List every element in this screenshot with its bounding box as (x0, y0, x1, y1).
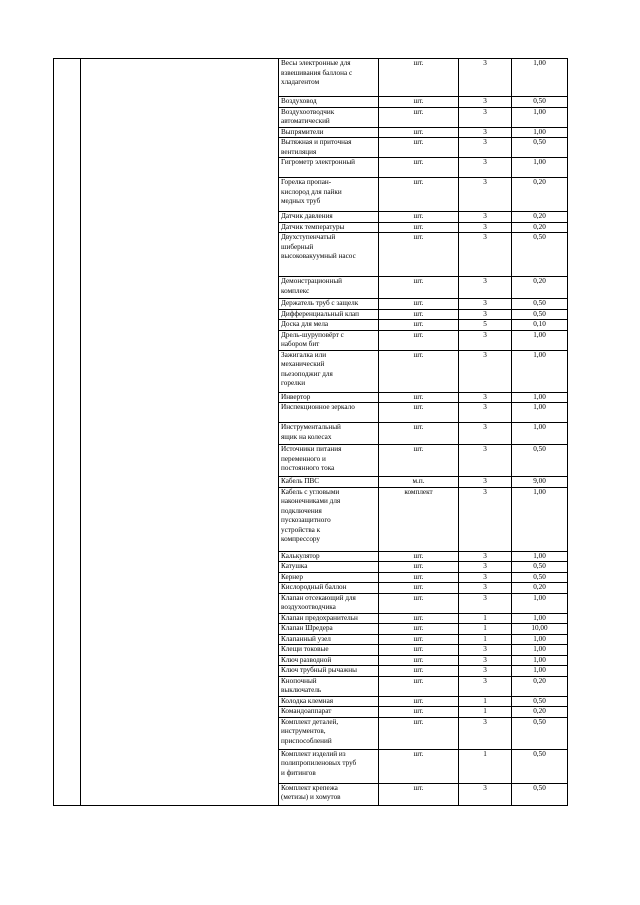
value-cell: 0,20 (512, 178, 568, 212)
item-name-cell: Дрель-шуруповёрт с набором бит (279, 330, 379, 350)
item-name-cell: Кислородный баллон (279, 583, 379, 594)
quantity-cell: 3 (459, 655, 512, 666)
quantity-cell: 1 (459, 696, 512, 707)
unit-cell: шт. (379, 666, 459, 677)
quantity-cell: 3 (459, 423, 512, 445)
quantity-cell: 3 (459, 645, 512, 656)
unit-cell: шт. (379, 138, 459, 158)
unit-cell: шт. (379, 445, 459, 477)
value-cell: 1,00 (512, 645, 568, 656)
unit-cell: шт. (379, 655, 459, 666)
item-name-cell: Клещи токовые (279, 645, 379, 656)
item-name-cell: Воздуховод (279, 97, 379, 108)
unit-cell: шт. (379, 707, 459, 718)
item-name-cell: Держатель труб с защелк (279, 299, 379, 310)
quantity-cell: 3 (459, 178, 512, 212)
quantity-cell: 3 (459, 551, 512, 562)
value-cell: 0,20 (512, 676, 568, 696)
unit-cell: шт. (379, 423, 459, 445)
item-name-cell: Клапан отсекающий для воздухоотводчика (279, 593, 379, 613)
item-name-cell: Инспекционное зеркало (279, 403, 379, 423)
unit-cell: м.п. (379, 477, 459, 488)
value-cell: 1,00 (512, 59, 568, 97)
value-cell: 1,00 (512, 330, 568, 350)
item-name-cell: Командоаппарат (279, 707, 379, 718)
item-name-cell: Вытяжная и приточная вентиляция (279, 138, 379, 158)
quantity-cell: 3 (459, 717, 512, 749)
quantity-cell: 1 (459, 707, 512, 718)
unit-cell: шт. (379, 392, 459, 403)
unit-cell: шт. (379, 717, 459, 749)
item-name-cell: Выпрямители (279, 127, 379, 138)
unit-cell: шт. (379, 634, 459, 645)
value-cell: 1,00 (512, 403, 568, 423)
value-cell: 1,00 (512, 613, 568, 624)
item-name-cell: Кернер (279, 572, 379, 583)
item-name-cell: Доска для мела (279, 320, 379, 331)
value-cell: 1,00 (512, 551, 568, 562)
quantity-cell: 3 (459, 330, 512, 350)
value-cell: 0,20 (512, 222, 568, 233)
value-cell: 1,00 (512, 593, 568, 613)
unit-cell: шт. (379, 749, 459, 783)
quantity-cell: 3 (459, 666, 512, 677)
quantity-cell: 3 (459, 277, 512, 299)
unit-cell: шт. (379, 330, 459, 350)
value-cell: 0,20 (512, 707, 568, 718)
unit-cell: шт. (379, 158, 459, 178)
quantity-cell: 3 (459, 477, 512, 488)
unit-cell: шт. (379, 309, 459, 320)
item-name-cell: Колодка клемная (279, 696, 379, 707)
item-name-cell: Горелка пропан- кислород для пайки медных труб (279, 178, 379, 212)
quantity-cell: 3 (459, 107, 512, 127)
quantity-cell: 3 (459, 676, 512, 696)
equipment-table-body (54, 59, 568, 806)
unit-cell: шт. (379, 277, 459, 299)
unit-cell: шт. (379, 403, 459, 423)
item-name-cell: Комплект крепежа (метизы) и хомутов (279, 783, 379, 805)
unit-cell: шт. (379, 127, 459, 138)
item-name-cell: Источники питания переменного и постоянного тока (279, 445, 379, 477)
quantity-cell: 3 (459, 309, 512, 320)
value-cell: 0,50 (512, 562, 568, 573)
value-cell: 0,50 (512, 445, 568, 477)
item-name-cell: Комплект деталей, инструментов, приспособлений (279, 717, 379, 749)
unit-cell: шт. (379, 178, 459, 212)
value-cell: 0,20 (512, 212, 568, 223)
item-name-cell: Ключ разводной (279, 655, 379, 666)
quantity-cell: 1 (459, 749, 512, 783)
quantity-cell: 3 (459, 445, 512, 477)
unit-cell: шт. (379, 562, 459, 573)
unit-cell: шт. (379, 299, 459, 310)
quantity-cell: 1 (459, 624, 512, 635)
item-name-cell: Калькулятор (279, 551, 379, 562)
value-cell: 1,00 (512, 107, 568, 127)
item-name-cell: Кабель с угловыми наконечниками для подключения пускозащитного устройства к компрессору (279, 487, 379, 551)
quantity-cell: 1 (459, 613, 512, 624)
item-name-cell: Кабель ПВС (279, 477, 379, 488)
item-name-cell: Зажигалка или механический пьезоподжиг для горелки (279, 350, 379, 392)
item-name-cell: Инструментальный ящик на колесах (279, 423, 379, 445)
unit-cell: шт. (379, 97, 459, 108)
quantity-cell: 3 (459, 350, 512, 392)
quantity-cell: 3 (459, 783, 512, 805)
quantity-cell: 3 (459, 487, 512, 551)
unit-cell: шт. (379, 212, 459, 223)
unit-cell: шт. (379, 613, 459, 624)
quantity-cell: 3 (459, 212, 512, 223)
quantity-cell: 3 (459, 299, 512, 310)
value-cell: 1,00 (512, 487, 568, 551)
value-cell: 0,50 (512, 749, 568, 783)
item-name-cell: Датчик температуры (279, 222, 379, 233)
unit-cell: шт. (379, 593, 459, 613)
unit-cell: шт. (379, 350, 459, 392)
item-name-cell: Демонстрационный комплекс (279, 277, 379, 299)
item-name-cell: Комплект изделий из полипропиленовых труб и фитингов (279, 749, 379, 783)
unit-cell: шт. (379, 583, 459, 594)
value-cell: 1,00 (512, 655, 568, 666)
value-cell: 1,00 (512, 634, 568, 645)
item-name-cell: Весы электронные для взвешивания баллона с хладагентом (279, 59, 379, 97)
unit-cell: шт. (379, 233, 459, 277)
unit-cell: шт. (379, 676, 459, 696)
unit-cell: комплект (379, 487, 459, 551)
unit-cell: шт. (379, 320, 459, 331)
value-cell: 0,50 (512, 138, 568, 158)
value-cell: 0,50 (512, 97, 568, 108)
value-cell: 1,00 (512, 350, 568, 392)
item-name-cell: Клапанный узел (279, 634, 379, 645)
value-cell: 0,50 (512, 309, 568, 320)
quantity-cell: 3 (459, 403, 512, 423)
quantity-cell: 3 (459, 233, 512, 277)
value-cell: 0,50 (512, 717, 568, 749)
value-cell: 1,00 (512, 666, 568, 677)
value-cell: 1,00 (512, 423, 568, 445)
unit-cell: шт. (379, 551, 459, 562)
item-name-cell: Инвертор (279, 392, 379, 403)
unit-cell: шт. (379, 624, 459, 635)
section-column-cell (81, 59, 279, 806)
quantity-cell: 3 (459, 572, 512, 583)
item-name-cell: Клапан предохранительн (279, 613, 379, 624)
equipment-table (53, 58, 568, 806)
unit-cell: шт. (379, 59, 459, 97)
value-cell: 9,00 (512, 477, 568, 488)
value-cell: 0,20 (512, 277, 568, 299)
value-cell: 0,50 (512, 233, 568, 277)
unit-cell: шт. (379, 783, 459, 805)
value-cell: 0,50 (512, 299, 568, 310)
quantity-cell: 3 (459, 59, 512, 97)
quantity-cell: 3 (459, 583, 512, 594)
quantity-cell: 3 (459, 127, 512, 138)
unit-cell: шт. (379, 107, 459, 127)
value-cell: 0,10 (512, 320, 568, 331)
item-name-cell: Датчик давления (279, 212, 379, 223)
quantity-cell: 3 (459, 138, 512, 158)
unit-cell: шт. (379, 572, 459, 583)
item-name-cell: Ключ трубный рычажны (279, 666, 379, 677)
quantity-cell: 1 (459, 634, 512, 645)
value-cell: 1,00 (512, 158, 568, 178)
unit-cell: шт. (379, 696, 459, 707)
value-cell: 1,00 (512, 392, 568, 403)
quantity-cell: 3 (459, 158, 512, 178)
value-cell: 0,50 (512, 783, 568, 805)
quantity-cell: 3 (459, 593, 512, 613)
item-name-cell: Воздухоотводчик автоматический (279, 107, 379, 127)
number-column-cell (54, 59, 81, 806)
item-name-cell: Катушка (279, 562, 379, 573)
item-name-cell: Кнопочный выключатель (279, 676, 379, 696)
value-cell: 10,00 (512, 624, 568, 635)
quantity-cell: 3 (459, 392, 512, 403)
quantity-cell: 3 (459, 97, 512, 108)
value-cell: 0,50 (512, 696, 568, 707)
value-cell: 0,20 (512, 583, 568, 594)
quantity-cell: 3 (459, 222, 512, 233)
item-name-cell: Гигрометр электронный (279, 158, 379, 178)
value-cell: 1,00 (512, 127, 568, 138)
value-cell: 0,50 (512, 572, 568, 583)
item-name-cell: Дифференциальный клап (279, 309, 379, 320)
quantity-cell: 3 (459, 562, 512, 573)
item-name-cell: Двухступенчатый шиберный высоковакуумный насос (279, 233, 379, 277)
table-row (54, 59, 568, 97)
item-name-cell: Клапан Шредера (279, 624, 379, 635)
unit-cell: шт. (379, 222, 459, 233)
quantity-cell: 5 (459, 320, 512, 331)
unit-cell: шт. (379, 645, 459, 656)
